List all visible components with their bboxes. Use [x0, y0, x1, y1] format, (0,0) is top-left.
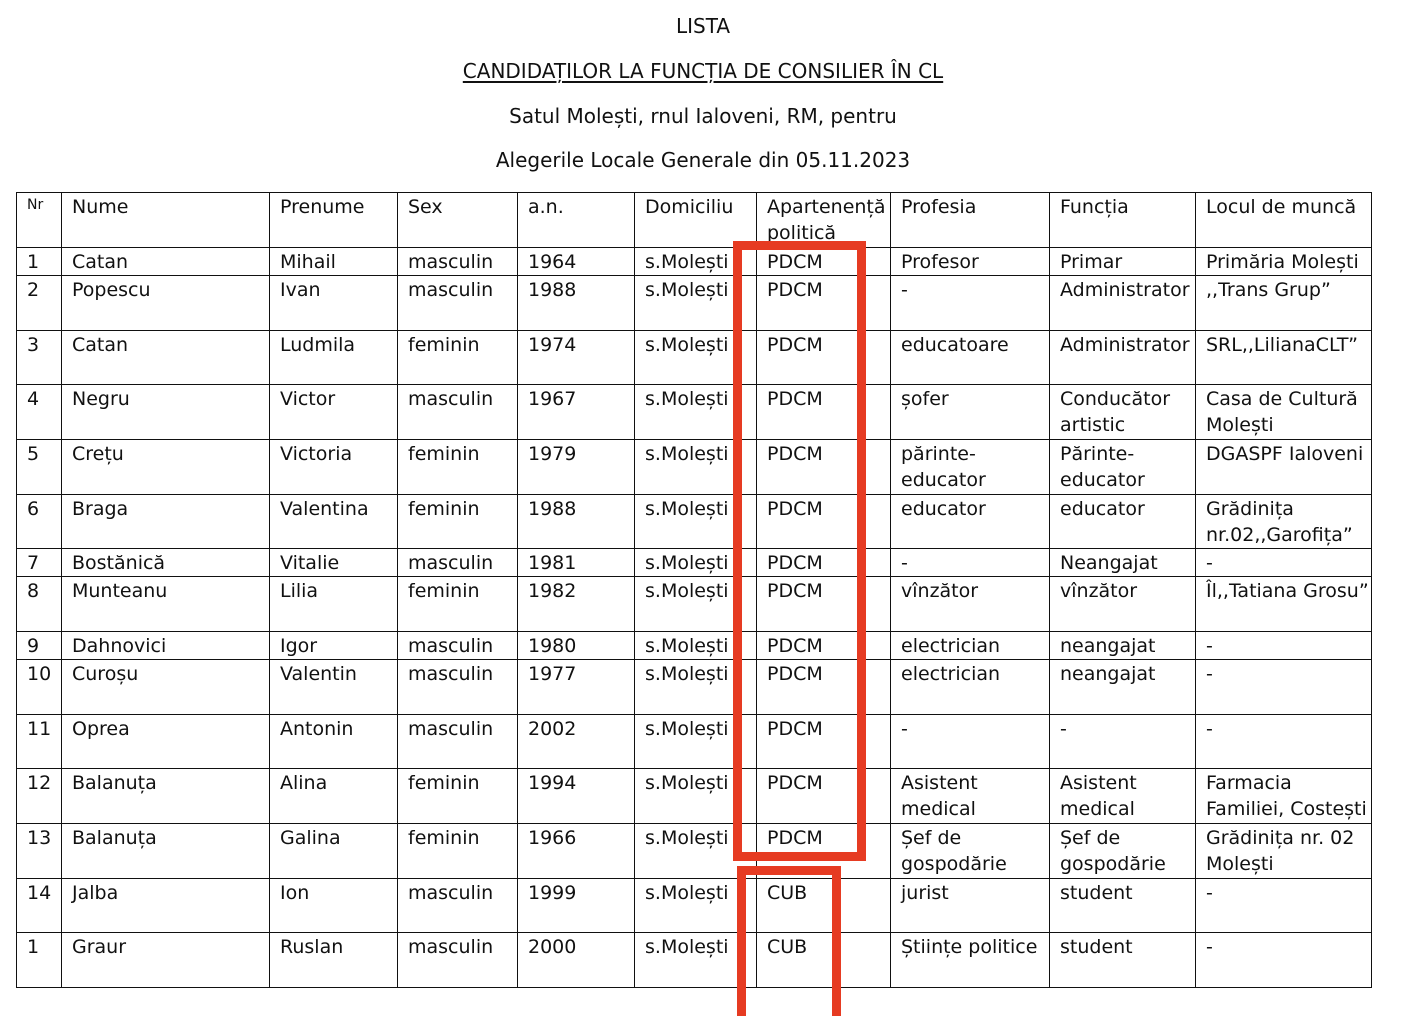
cell-functia: Administrator — [1050, 276, 1196, 331]
cell-domiciliu: s.Molești — [635, 440, 757, 495]
cell-nume: Munteanu — [62, 577, 270, 632]
cell-prenume: Victor — [270, 385, 398, 440]
cell-functia: Neangajat — [1050, 549, 1196, 577]
cell-nume: Crețu — [62, 440, 270, 495]
document-subtitle: CANDIDAȚILOR LA FUNCȚIA DE CONSILIER ÎN CL — [462, 59, 944, 83]
cell-an: 1967 — [518, 385, 635, 440]
cell-apartenenta: PDCM — [757, 248, 891, 276]
cell-an: 1981 — [518, 549, 635, 577]
header-prenume: Prenume — [270, 193, 398, 248]
cell-prenume: Victoria — [270, 440, 398, 495]
cell-prenume: Galina — [270, 824, 398, 879]
cell-domiciliu: s.Molești — [635, 331, 757, 385]
cell-prenume: Ivan — [270, 276, 398, 331]
cell-profesia: - — [891, 715, 1050, 769]
cell-locul-de-munca: Grădinița nr. 02 Molești — [1196, 824, 1372, 879]
table-header-row — [17, 193, 1372, 248]
cell-profesia: Științe politice — [891, 933, 1050, 988]
cell-nume: Catan — [62, 248, 270, 276]
cell-an: 1977 — [518, 660, 635, 715]
document-location-line: Satul Molești, rnul Ialoveni, RM, pentru — [509, 104, 897, 128]
cell-an: 1988 — [518, 276, 635, 331]
cell-domiciliu: s.Molești — [635, 769, 757, 824]
cell-apartenenta: PDCM — [757, 495, 891, 549]
cell-locul-de-munca: DGASPF Ialoveni — [1196, 440, 1372, 495]
cell-nume: Curoșu — [62, 660, 270, 715]
cell-apartenenta: PDCM — [757, 715, 891, 769]
cell-profesia: Asistent medical — [891, 769, 1050, 824]
cell-prenume: Ion — [270, 879, 398, 933]
table-row — [17, 715, 1372, 769]
cell-an: 1964 — [518, 248, 635, 276]
table-row — [17, 769, 1372, 824]
cell-apartenenta: CUB — [757, 879, 891, 933]
table-row — [17, 933, 1372, 988]
cell-functia: - — [1050, 715, 1196, 769]
cell-nume: Oprea — [62, 715, 270, 769]
cell-prenume: Valentin — [270, 660, 398, 715]
cell-profesia: - — [891, 276, 1050, 331]
cell-functia: Administrator — [1050, 331, 1196, 385]
cell-apartenenta: PDCM — [757, 549, 891, 577]
cell-locul-de-munca: Grădinița nr.02,,Garofița” — [1196, 495, 1372, 549]
cell-functia: neangajat — [1050, 660, 1196, 715]
cell-domiciliu: s.Molești — [635, 577, 757, 632]
cell-sex: feminin — [398, 769, 518, 824]
cell-profesia: șofer — [891, 385, 1050, 440]
cell-apartenenta: PDCM — [757, 632, 891, 660]
cell-locul-de-munca: ,,Trans Grup” — [1196, 276, 1372, 331]
header-sex: Sex — [398, 193, 518, 248]
cell-an: 1988 — [518, 495, 635, 549]
cell-nr: 9 — [17, 632, 62, 660]
cell-sex: masculin — [398, 549, 518, 577]
cell-locul-de-munca: Farmacia Familiei, Costești — [1196, 769, 1372, 824]
cell-domiciliu: s.Molești — [635, 549, 757, 577]
cell-profesia: jurist — [891, 879, 1050, 933]
cell-nume: Balanuța — [62, 769, 270, 824]
cell-nume: Negru — [62, 385, 270, 440]
cell-apartenenta: PDCM — [757, 440, 891, 495]
cell-domiciliu: s.Molești — [635, 248, 757, 276]
cell-prenume: Valentina — [270, 495, 398, 549]
header-functia: Funcția — [1050, 193, 1196, 248]
cell-prenume: Antonin — [270, 715, 398, 769]
document-title: LISTA — [675, 14, 731, 38]
table-row — [17, 549, 1372, 577]
cell-an: 1982 — [518, 577, 635, 632]
cell-nr: 6 — [17, 495, 62, 549]
cell-profesia: - — [891, 549, 1050, 577]
cell-locul-de-munca: - — [1196, 660, 1372, 715]
cell-locul-de-munca: - — [1196, 632, 1372, 660]
candidates-table — [16, 192, 1372, 988]
table-row — [17, 495, 1372, 549]
table-row — [17, 660, 1372, 715]
cell-domiciliu: s.Molești — [635, 824, 757, 879]
cell-sex: masculin — [398, 879, 518, 933]
cell-locul-de-munca: - — [1196, 715, 1372, 769]
cell-sex: feminin — [398, 577, 518, 632]
cell-sex: feminin — [398, 495, 518, 549]
cell-profesia: Șef de gospodărie — [891, 824, 1050, 879]
table-row — [17, 331, 1372, 385]
cell-domiciliu: s.Molești — [635, 660, 757, 715]
cell-apartenenta: PDCM — [757, 824, 891, 879]
cell-sex: masculin — [398, 660, 518, 715]
header-apartenenta: Apartenență politică — [757, 193, 891, 248]
cell-nume: Catan — [62, 331, 270, 385]
header-domiciliu: Domiciliu — [635, 193, 757, 248]
cell-functia: educator — [1050, 495, 1196, 549]
cell-prenume: Ruslan — [270, 933, 398, 988]
cell-nr: 1 — [17, 248, 62, 276]
cell-locul-de-munca: - — [1196, 933, 1372, 988]
cell-prenume: Ludmila — [270, 331, 398, 385]
cell-sex: feminin — [398, 331, 518, 385]
cell-nr: 14 — [17, 879, 62, 933]
cell-sex: masculin — [398, 385, 518, 440]
cell-nr: 1 — [17, 933, 62, 988]
cell-profesia: educatoare — [891, 331, 1050, 385]
cell-sex: masculin — [398, 715, 518, 769]
cell-an: 2002 — [518, 715, 635, 769]
cell-profesia: părinte-educator — [891, 440, 1050, 495]
cell-functia: Asistent medical — [1050, 769, 1196, 824]
table-row — [17, 577, 1372, 632]
cell-apartenenta: PDCM — [757, 660, 891, 715]
cell-nr: 8 — [17, 577, 62, 632]
cell-nr: 7 — [17, 549, 62, 577]
cell-functia: Părinte-educator — [1050, 440, 1196, 495]
cell-prenume: Vitalie — [270, 549, 398, 577]
cell-functia: neangajat — [1050, 632, 1196, 660]
header-nr: Nr — [17, 193, 62, 248]
cell-sex: masculin — [398, 248, 518, 276]
cell-functia: Primar — [1050, 248, 1196, 276]
cell-functia: Conducător artistic — [1050, 385, 1196, 440]
cell-functia: Șef de gospodărie — [1050, 824, 1196, 879]
cell-nr: 13 — [17, 824, 62, 879]
cell-domiciliu: s.Molești — [635, 715, 757, 769]
cell-locul-de-munca: Casa de Cultură Molești — [1196, 385, 1372, 440]
cell-domiciliu: s.Molești — [635, 933, 757, 988]
cell-sex: masculin — [398, 276, 518, 331]
cell-nr: 5 — [17, 440, 62, 495]
table-row — [17, 824, 1372, 879]
cell-domiciliu: s.Molești — [635, 495, 757, 549]
cell-profesia: Profesor — [891, 248, 1050, 276]
cell-nume: Graur — [62, 933, 270, 988]
cell-apartenenta: PDCM — [757, 276, 891, 331]
cell-an: 1974 — [518, 331, 635, 385]
table-row — [17, 276, 1372, 331]
cell-nume: Braga — [62, 495, 270, 549]
cell-prenume: Igor — [270, 632, 398, 660]
cell-locul-de-munca: Primăria Molești — [1196, 248, 1372, 276]
table-body — [17, 248, 1372, 988]
table-row — [17, 440, 1372, 495]
cell-locul-de-munca: Îl,,Tatiana Grosu” — [1196, 577, 1372, 632]
cell-an: 1966 — [518, 824, 635, 879]
cell-sex: masculin — [398, 933, 518, 988]
cell-an: 2000 — [518, 933, 635, 988]
header-an: a.n. — [518, 193, 635, 248]
cell-nume: Balanuța — [62, 824, 270, 879]
table-row — [17, 248, 1372, 276]
cell-prenume: Alina — [270, 769, 398, 824]
cell-nr: 2 — [17, 276, 62, 331]
cell-an: 1999 — [518, 879, 635, 933]
cell-functia: student — [1050, 879, 1196, 933]
header-locul-de-munca: Locul de muncă — [1196, 193, 1372, 248]
cell-nume: Bostănică — [62, 549, 270, 577]
cell-domiciliu: s.Molești — [635, 879, 757, 933]
cell-domiciliu: s.Molești — [635, 385, 757, 440]
cell-sex: feminin — [398, 824, 518, 879]
table-row — [17, 879, 1372, 933]
cell-locul-de-munca: - — [1196, 549, 1372, 577]
cell-an: 1994 — [518, 769, 635, 824]
cell-functia: vînzător — [1050, 577, 1196, 632]
cell-profesia: vînzător — [891, 577, 1050, 632]
cell-nr: 12 — [17, 769, 62, 824]
header-profesia: Profesia — [891, 193, 1050, 248]
cell-apartenenta: PDCM — [757, 577, 891, 632]
cell-apartenenta: PDCM — [757, 769, 891, 824]
cell-domiciliu: s.Molești — [635, 276, 757, 331]
table-row — [17, 385, 1372, 440]
cell-apartenenta: PDCM — [757, 331, 891, 385]
cell-nr: 10 — [17, 660, 62, 715]
header-nume: Nume — [62, 193, 270, 248]
cell-nume: Popescu — [62, 276, 270, 331]
cell-functia: student — [1050, 933, 1196, 988]
cell-profesia: educator — [891, 495, 1050, 549]
cell-nume: Jalba — [62, 879, 270, 933]
table-row — [17, 632, 1372, 660]
cell-nr: 11 — [17, 715, 62, 769]
cell-an: 1980 — [518, 632, 635, 660]
cell-domiciliu: s.Molești — [635, 632, 757, 660]
cell-nume: Dahnovici — [62, 632, 270, 660]
cell-sex: feminin — [398, 440, 518, 495]
cell-locul-de-munca: SRL,,LilianaCLT” — [1196, 331, 1372, 385]
cell-locul-de-munca: - — [1196, 879, 1372, 933]
cell-sex: masculin — [398, 632, 518, 660]
cell-profesia: electrician — [891, 632, 1050, 660]
cell-apartenenta: PDCM — [757, 385, 891, 440]
cell-apartenenta: CUB — [757, 933, 891, 988]
document-election-line: Alegerile Locale Generale din 05.11.2023 — [495, 148, 911, 172]
cell-nr: 4 — [17, 385, 62, 440]
cell-prenume: Mihail — [270, 248, 398, 276]
cell-an: 1979 — [518, 440, 635, 495]
cell-nr: 3 — [17, 331, 62, 385]
cell-prenume: Lilia — [270, 577, 398, 632]
cell-profesia: electrician — [891, 660, 1050, 715]
